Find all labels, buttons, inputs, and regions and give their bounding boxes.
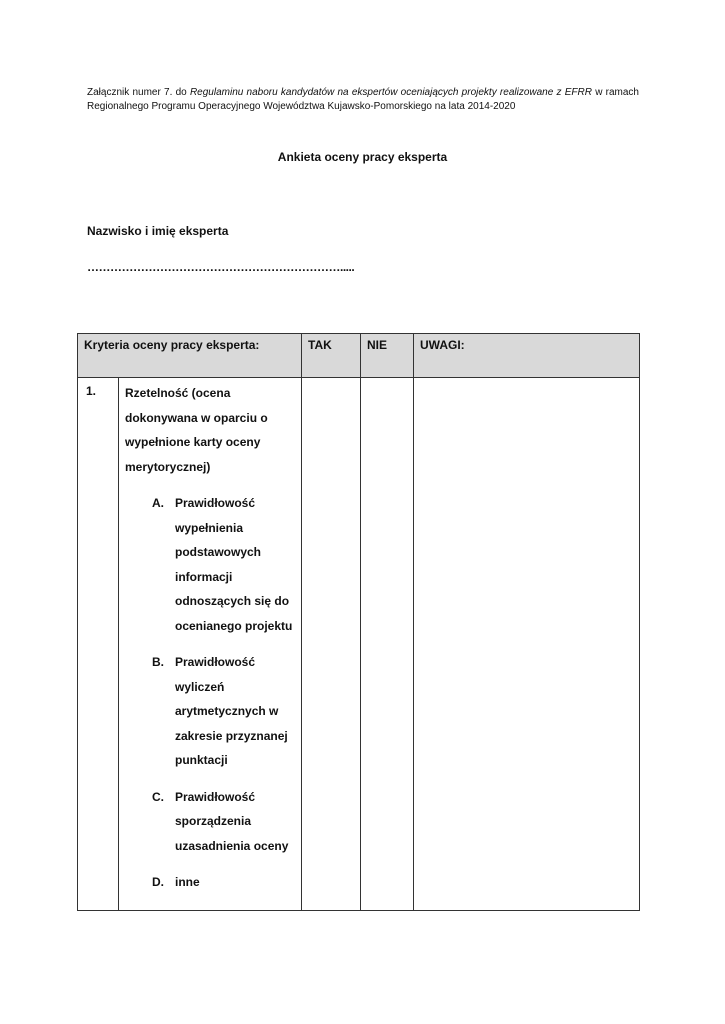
document-title: Ankieta oceny pracy eksperta: [277, 150, 448, 164]
yes-cell[interactable]: [302, 378, 361, 911]
sub-criterion-letter: B.: [152, 655, 164, 669]
attachment-note-prefix: Załącznik numer 7. do: [87, 87, 190, 98]
attachment-note: [87, 86, 639, 114]
sub-criterion-d: [125, 870, 295, 895]
sub-criterion-text: inne: [175, 875, 200, 889]
evaluation-table: [77, 333, 640, 911]
attachment-note-suffix: w ramach Regionalnego Programu Operacyjnego Województwa Kujawsko-Pomorskiego na lata 2014-2020: [87, 87, 639, 112]
sub-criterion-c: [125, 785, 295, 859]
sub-criterion-a: [125, 491, 295, 638]
sub-criterion-letter: D.: [152, 875, 164, 889]
table-row: [78, 378, 640, 911]
header-criteria: Kryteria oceny pracy eksperta:: [78, 334, 302, 378]
expert-name-field[interactable]: ………………………………………………………….....: [87, 260, 355, 274]
sub-criteria-list: [125, 491, 295, 895]
table-header-row: [78, 334, 640, 378]
expert-name-label: Nazwisko i imię eksperta: [87, 224, 229, 238]
header-remarks: UWAGI:: [414, 334, 640, 378]
header-no: NIE: [361, 334, 414, 378]
sub-criterion-text: Prawidłowość sporządzenia uzasadnienia oceny: [175, 789, 289, 853]
no-cell[interactable]: [361, 378, 414, 911]
criterion-main-text: Rzetelność (ocena dokonywana w oparciu o wypełnione karty oceny merytorycznej): [125, 386, 268, 474]
row-number: 1.: [78, 378, 119, 911]
sub-criterion-letter: C.: [152, 789, 164, 804]
sub-criterion-letter: A.: [152, 496, 164, 510]
header-yes: TAK: [302, 334, 361, 378]
attachment-note-regulation: Regulaminu naboru kandydatów na ekspertów oceniających projekty realizowane z EFRR: [189, 87, 592, 98]
remarks-cell[interactable]: [414, 378, 640, 911]
criterion-cell: [119, 378, 302, 911]
sub-criterion-text: Prawidłowość wyliczeń arytmetycznych w zakresie przyznanej punktacji: [175, 655, 288, 767]
sub-criterion-b: [125, 650, 295, 773]
sub-criterion-text: Prawidłowość wypełnienia podstawowych informacji odnoszących się do ocenianego projektu: [175, 496, 293, 633]
